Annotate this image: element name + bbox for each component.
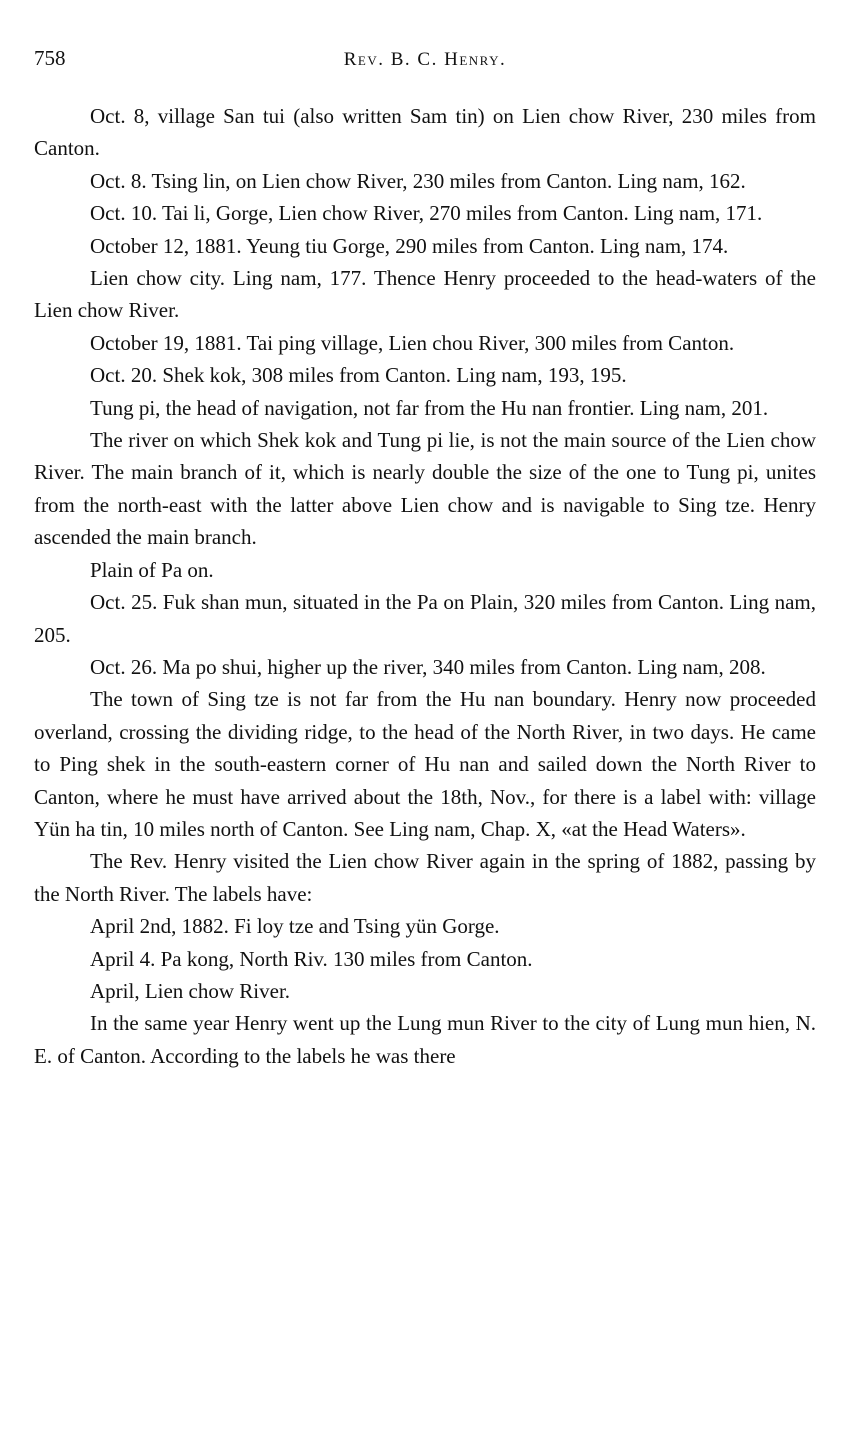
page-number: 758 — [34, 46, 66, 70]
paragraph: The town of Sing tze is not far from the Hu nan boundary. Henry now proceeded overland, crossing the dividing ridge, to the head of the North River, in two days. He came to Ping shek in the south-eastern corner of Hu nan and sailed down the North River to Canton, where he must have arrived about the 18th, Nov., for there is a label with: village Yün ha tin, 10 miles north of Canton. See Ling nam, Chap. X, «at the Head Waters». — [34, 687, 816, 841]
paragraph: October 19, 1881. Tai ping village, Lien chou River, 300 miles from Canton. — [90, 330, 735, 355]
paragraph: April, Lien chow River. — [90, 978, 291, 1003]
paragraph: April 4. Pa kong, North Riv. 130 miles from Canton. — [90, 946, 533, 971]
paragraph: Oct. 10. Tai li, Gorge, Lien chow River, 270 miles from Canton. Ling nam, 171. — [90, 201, 763, 226]
paragraph: Tung pi, the head of navigation, not far from the Hu nan frontier. Ling nam, 201. — [90, 395, 769, 420]
paragraph: Lien chow city. Ling nam, 177. Thence Henry proceeded to the head-waters of the Lien chow River. — [34, 266, 816, 323]
paragraph: October 12, 1881. Yeung tiu Gorge, 290 miles from Canton. Ling nam, 174. — [90, 233, 729, 258]
paragraph: Oct. 8. Tsing lin, on Lien chow River, 230 miles from Canton. Ling nam, 162. — [90, 168, 746, 193]
paragraph: Oct. 20. Shek kok, 308 miles from Canton. Ling nam, 193, 195. — [90, 363, 627, 388]
paragraph: The river on which Shek kok and Tung pi lie, is not the main source of the Lien chow River. The main branch of it, which is nearly double the size of the one to Tung pi, unites from the north-east with the latter above Lien chow and is navigable to Sing tze. Henry ascended the main branch. — [34, 428, 816, 550]
paragraph: Plain of Pa on. — [90, 557, 214, 582]
paragraph: In the same year Henry went up the Lung mun River to the city of Lung mun hien, N. E. of Canton. According to the labels he was there — [34, 1011, 816, 1068]
body-text — [34, 100, 816, 1072]
paragraph: April 2nd, 1882. Fi loy tze and Tsing yün Gorge. — [90, 914, 500, 939]
page-header — [34, 46, 816, 76]
paragraph: Oct. 25. Fuk shan mun, situated in the Pa on Plain, 320 miles from Canton. Ling nam, 205. — [34, 590, 816, 647]
paragraph: The Rev. Henry visited the Lien chow River again in the spring of 1882, passing by the North River. The labels have: — [34, 849, 816, 906]
paragraph: Oct. 8, village San tui (also written Sam tin) on Lien chow River, 230 miles from Canton. — [34, 104, 816, 161]
paragraph: Oct. 26. Ma po shui, higher up the river, 340 miles from Canton. Ling nam, 208. — [90, 654, 766, 679]
running-head: Rev. B. C. Henry. — [343, 49, 507, 70]
